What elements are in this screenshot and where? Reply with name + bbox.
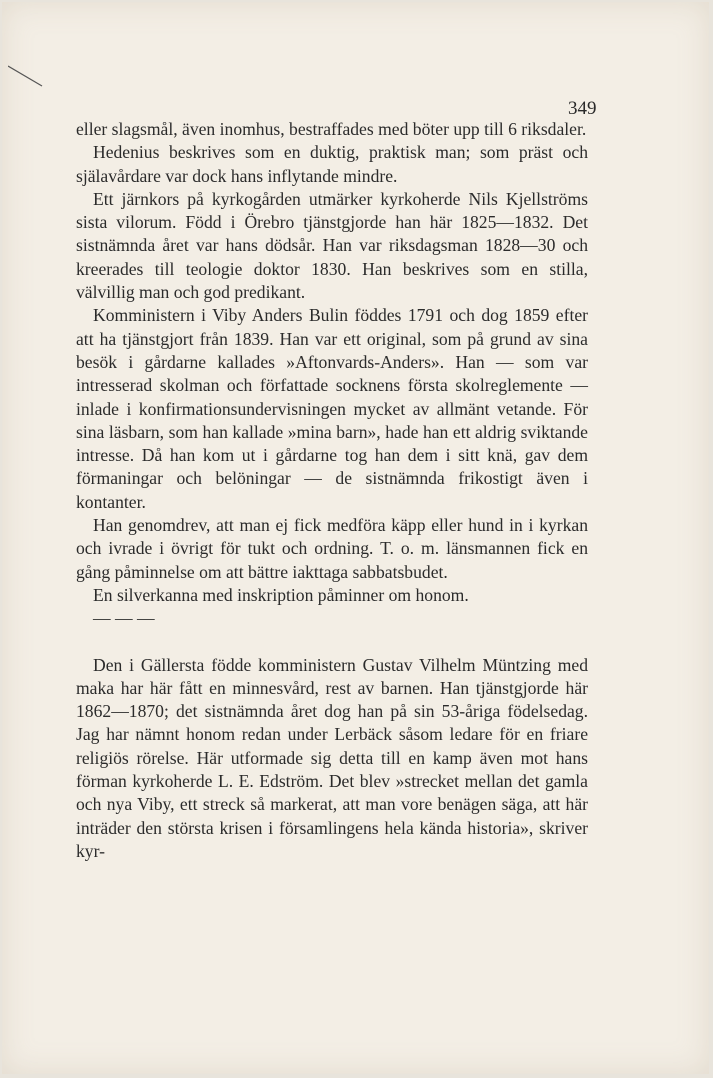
book-page	[2, 2, 709, 1074]
paragraph: Komministern i Viby Anders Bulin föddes 1791 och dog 1859 efter att ha tjänstgjort från 1839. Han var ett original, som på grund av sina besök i gårdarne kallades »Aftonvards-Anders». Han — som var intresserad skolman och författade socknens första skolreglemente — inlade i konfirmationsundervisningen mycket av allmänt vetande. För sina läsbarn, som han kallade »mina barn», hade han ett aldrig sviktande intresse. Då han kom ut i gårdarne tog han dem i sitt knä, gav dem förmaningar och belöningar — de sistnämnda frikostigt även i kontanter.	[76, 305, 588, 512]
page-number: 349	[568, 98, 597, 119]
paragraph: En silverkanna med inskription påminner om honom.	[93, 584, 469, 605]
paragraph: Hedenius beskrives som en duktig, praktisk man; som präst och själavårdare var dock hans inflytande mindre.	[76, 142, 588, 186]
section-separator: — — —	[93, 608, 155, 629]
corner-fold-mark	[8, 60, 48, 90]
paragraph: Han genomdrev, att man ej fick medföra käpp eller hund in i kyrkan och ivrade i övrigt för tukt och ordning. T. o. m. länsmannen fick en gång påminnelse om att bättre iakttaga sabbatsbudet.	[76, 515, 588, 582]
body-text	[76, 118, 588, 863]
paragraph: Den i Gällersta födde komministern Gustav Vilhelm Müntzing med maka har här fått en minnesvård, rest av barnen. Han tjänstgjorde här 1862—1870; det sistnämnda året dog han på sin 53-åriga födelsedag. Jag har nämnt honom redan under Lerbäck såsom ledare för en friare religiös rörelse. Här utformade sig detta till en kamp även mot hans förman kyrkoherde L. E. Edström. Det blev »strecket mellan det gamla och nya Viby, ett streck så markerat, att man vore benägen säga, att här inträder den största krisen i församlingens hela kända historia», skriver kyr-	[76, 654, 588, 861]
paragraph: Ett järnkors på kyrkogården utmärker kyrkoherde Nils Kjellströms sista vilorum. Född i Örebro tjänstgjorde han här 1825—1832. Det sistnämnda året var hans dödsår. Han var riksdagsman 1828—30 och kreerades till teologie doktor 1830. Han beskrives som en stilla, välvillig man och god predikant.	[76, 188, 588, 303]
paragraph: eller slagsmål, även inomhus, bestraffades med böter upp till 6 riksdaler.	[76, 119, 587, 139]
